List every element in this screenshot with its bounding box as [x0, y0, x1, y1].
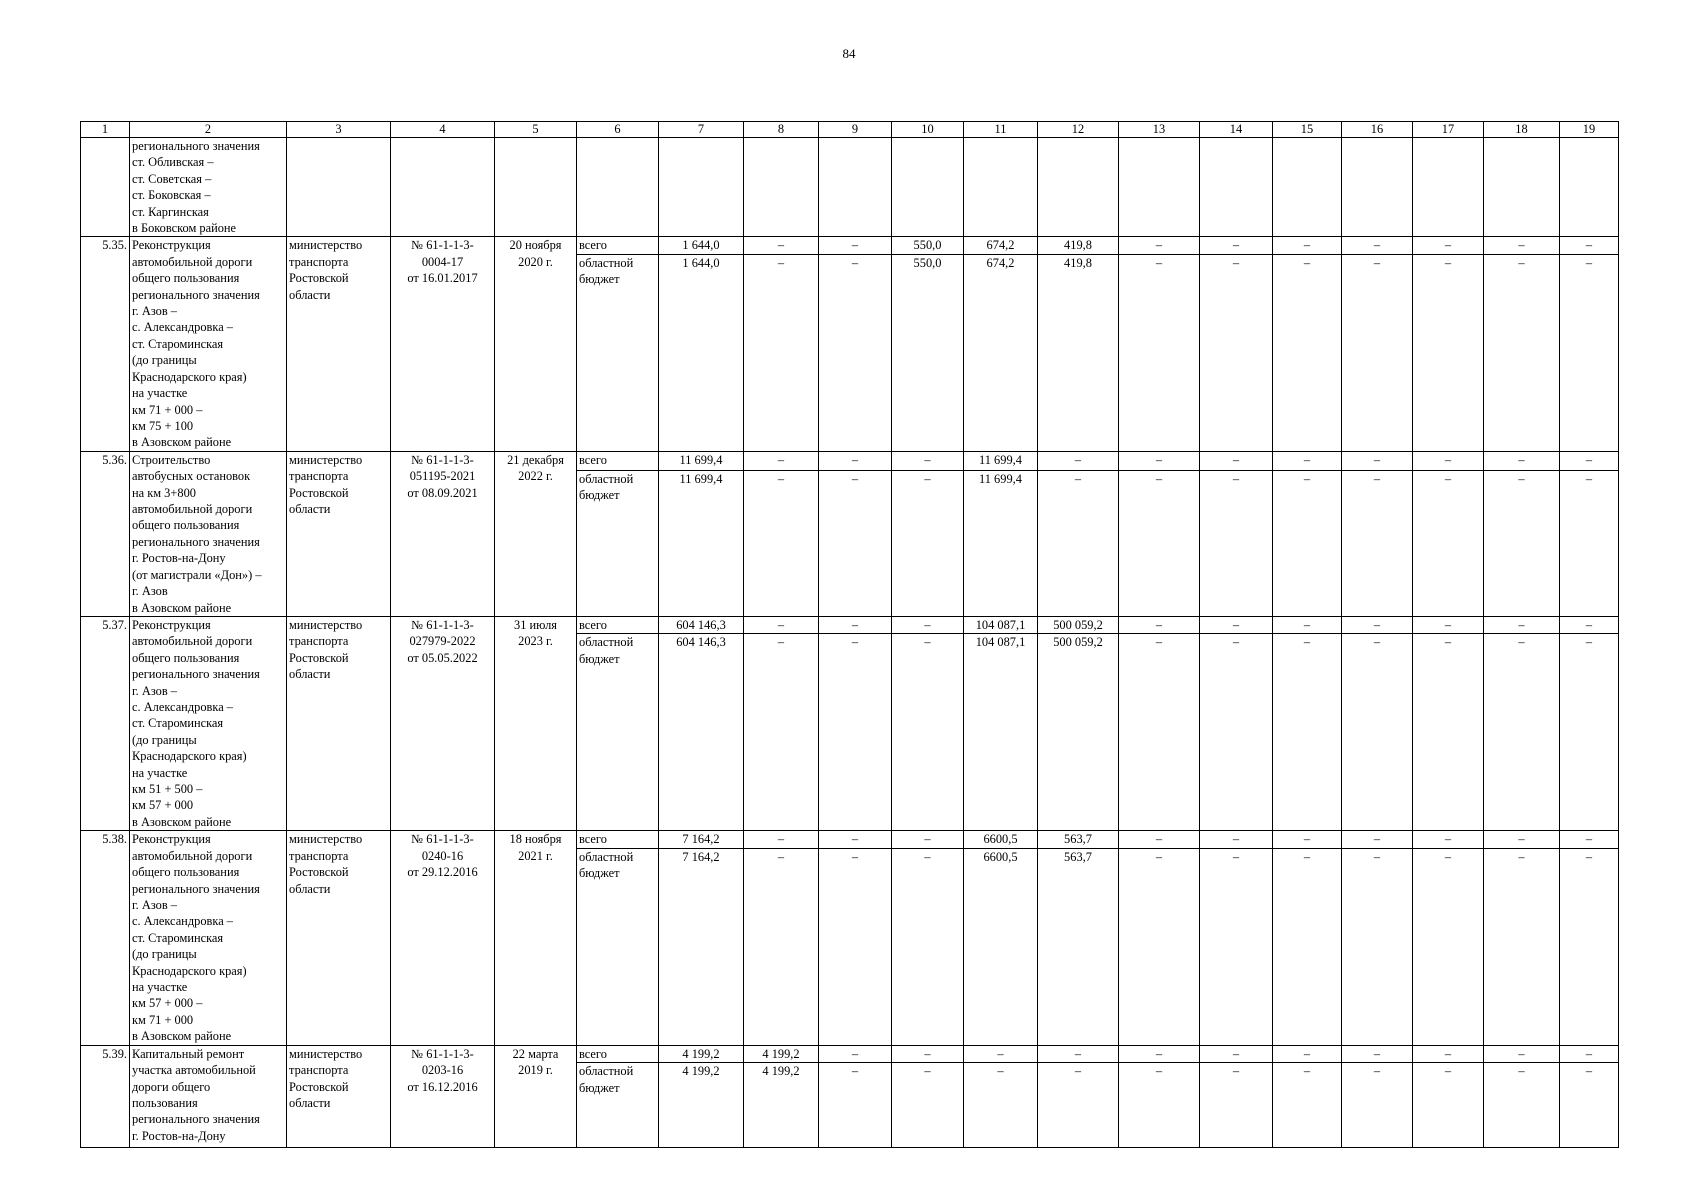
- value-cell: 4 199,2: [744, 1063, 819, 1148]
- value-cell: –: [1342, 634, 1413, 831]
- value-cell: –: [1413, 831, 1484, 848]
- empty-cell: [577, 138, 659, 237]
- value-cell: –: [819, 237, 892, 254]
- value-cell: –: [1342, 1063, 1413, 1148]
- value-cell: –: [1413, 451, 1484, 470]
- funding-source-cell: областной бюджет: [577, 254, 659, 451]
- object-name-cell: Реконструкция автомобильной дороги общего пользования регионального значения г. Азов – с. Александровка – ст. Староминская (до границы Краснодарского края) на участке км 71 + 000 – км 75 + 100 в Азовском районе: [130, 237, 287, 451]
- row-number-cell: 5.35.: [81, 237, 130, 451]
- value-cell: –: [1560, 1045, 1619, 1062]
- value-cell: –: [1119, 616, 1200, 633]
- row-number-cell: 5.39.: [81, 1045, 130, 1147]
- customer-cell: министерство транспорта Ростовской области: [287, 1045, 391, 1147]
- value-cell: –: [1413, 1063, 1484, 1148]
- continuation-row: [81, 138, 1619, 237]
- value-cell: –: [1119, 470, 1200, 616]
- value-cell: 7 164,2: [659, 848, 744, 1045]
- value-cell: –: [744, 634, 819, 831]
- value-cell: –: [1484, 831, 1560, 848]
- value-cell: –: [1560, 254, 1619, 451]
- table-row: [81, 616, 1619, 633]
- value-cell: –: [1273, 616, 1342, 633]
- value-cell: –: [1119, 237, 1200, 254]
- value-cell: –: [1484, 1063, 1560, 1148]
- document-cell: № 61-1-1-3- 051195-2021 от 08.09.2021: [391, 451, 495, 616]
- value-cell: –: [1119, 451, 1200, 470]
- value-cell: 4 199,2: [659, 1045, 744, 1062]
- value-cell: 563,7: [1038, 848, 1119, 1045]
- empty-cell: [892, 138, 964, 237]
- value-cell: –: [1560, 634, 1619, 831]
- value-cell: –: [1273, 848, 1342, 1045]
- column-number-cell: 14: [1200, 122, 1273, 138]
- value-cell: –: [1484, 634, 1560, 831]
- value-cell: –: [744, 848, 819, 1045]
- value-cell: 604 146,3: [659, 616, 744, 633]
- investment-table: [80, 121, 1619, 1148]
- value-cell: –: [892, 831, 964, 848]
- value-cell: –: [892, 616, 964, 633]
- value-cell: –: [1119, 831, 1200, 848]
- value-cell: –: [1119, 634, 1200, 831]
- value-cell: –: [744, 470, 819, 616]
- value-cell: –: [1560, 848, 1619, 1045]
- value-cell: –: [1560, 831, 1619, 848]
- value-cell: –: [1200, 848, 1273, 1045]
- table-row: [81, 237, 1619, 254]
- value-cell: –: [744, 451, 819, 470]
- funding-source-cell: всего: [577, 616, 659, 633]
- value-cell: 419,8: [1038, 254, 1119, 451]
- column-number-cell: 4: [391, 122, 495, 138]
- value-cell: –: [1119, 1063, 1200, 1148]
- funding-source-cell: областной бюджет: [577, 634, 659, 831]
- value-cell: –: [1560, 1063, 1619, 1148]
- column-number-cell: 17: [1413, 122, 1484, 138]
- funding-source-cell: всего: [577, 1045, 659, 1062]
- value-cell: –: [1200, 254, 1273, 451]
- value-cell: 104 087,1: [964, 616, 1038, 633]
- value-cell: –: [744, 616, 819, 633]
- document-cell: № 61-1-1-3- 0203-16 от 16.12.2016: [391, 1045, 495, 1147]
- value-cell: –: [1413, 470, 1484, 616]
- column-number-cell: 13: [1119, 122, 1200, 138]
- funding-source-cell: областной бюджет: [577, 1063, 659, 1148]
- table-row: [81, 1045, 1619, 1062]
- value-cell: 419,8: [1038, 237, 1119, 254]
- value-cell: –: [1119, 254, 1200, 451]
- empty-cell: [1200, 138, 1273, 237]
- object-name-cell: Реконструкция автомобильной дороги общего пользования регионального значения г. Азов – с. Александровка – ст. Староминская (до границы Краснодарского края) на участке км 51 + 500 – км 57 + 000 в Азовском районе: [130, 616, 287, 830]
- value-cell: –: [1200, 1063, 1273, 1148]
- empty-cell: [1560, 138, 1619, 237]
- value-cell: –: [1273, 1063, 1342, 1148]
- column-number-cell: 10: [892, 122, 964, 138]
- column-number-cell: 11: [964, 122, 1038, 138]
- value-cell: –: [1038, 470, 1119, 616]
- completion-date-cell: 22 марта 2019 г.: [495, 1045, 577, 1147]
- empty-cell: [287, 138, 391, 237]
- value-cell: –: [1200, 451, 1273, 470]
- value-cell: –: [1119, 848, 1200, 1045]
- value-cell: –: [892, 451, 964, 470]
- value-cell: –: [1484, 237, 1560, 254]
- value-cell: –: [1119, 1045, 1200, 1062]
- funding-source-cell: всего: [577, 237, 659, 254]
- value-cell: –: [1484, 848, 1560, 1045]
- value-cell: –: [892, 634, 964, 831]
- value-cell: –: [819, 254, 892, 451]
- value-cell: –: [819, 634, 892, 831]
- value-cell: –: [819, 1063, 892, 1148]
- empty-cell: [495, 138, 577, 237]
- value-cell: –: [1038, 1063, 1119, 1148]
- empty-cell: [744, 138, 819, 237]
- value-cell: 1 644,0: [659, 237, 744, 254]
- column-number-cell: 18: [1484, 122, 1560, 138]
- completion-date-cell: 31 июля 2023 г.: [495, 616, 577, 830]
- empty-cell: [1484, 138, 1560, 237]
- column-number-cell: 5: [495, 122, 577, 138]
- value-cell: 550,0: [892, 237, 964, 254]
- value-cell: –: [819, 470, 892, 616]
- value-cell: –: [819, 616, 892, 633]
- value-cell: –: [892, 1063, 964, 1148]
- completion-date-cell: 20 ноября 2020 г.: [495, 237, 577, 451]
- value-cell: –: [1413, 237, 1484, 254]
- value-cell: –: [1273, 451, 1342, 470]
- value-cell: –: [1200, 237, 1273, 254]
- value-cell: –: [1342, 616, 1413, 633]
- value-cell: 550,0: [892, 254, 964, 451]
- value-cell: –: [1413, 848, 1484, 1045]
- value-cell: 674,2: [964, 237, 1038, 254]
- value-cell: –: [1413, 634, 1484, 831]
- value-cell: 6600,5: [964, 831, 1038, 848]
- value-cell: –: [1273, 470, 1342, 616]
- value-cell: 4 199,2: [744, 1045, 819, 1062]
- empty-cell: [964, 138, 1038, 237]
- page-number: 84: [842, 46, 856, 61]
- value-cell: –: [1200, 634, 1273, 831]
- value-cell: –: [1560, 451, 1619, 470]
- column-number-cell: 3: [287, 122, 391, 138]
- row-number-cell: 5.36.: [81, 451, 130, 616]
- funding-source-cell: областной бюджет: [577, 848, 659, 1045]
- value-cell: 11 699,4: [964, 470, 1038, 616]
- value-cell: –: [1200, 831, 1273, 848]
- value-cell: –: [1342, 848, 1413, 1045]
- value-cell: –: [1273, 634, 1342, 831]
- value-cell: –: [1200, 470, 1273, 616]
- value-cell: 6600,5: [964, 848, 1038, 1045]
- object-name-cell: Капитальный ремонт участка автомобильной дороги общего пользования регионального значения г. Ростов-на-Дону: [130, 1045, 287, 1147]
- empty-cell: [391, 138, 495, 237]
- value-cell: 500 059,2: [1038, 616, 1119, 633]
- value-cell: 7 164,2: [659, 831, 744, 848]
- table-row: [81, 451, 1619, 470]
- value-cell: 104 087,1: [964, 634, 1038, 831]
- value-cell: –: [964, 1045, 1038, 1062]
- funding-source-cell: всего: [577, 451, 659, 470]
- empty-cell: [1342, 138, 1413, 237]
- value-cell: –: [1273, 1045, 1342, 1062]
- value-cell: –: [1560, 616, 1619, 633]
- value-cell: 674,2: [964, 254, 1038, 451]
- document-cell: № 61-1-1-3- 0004-17 от 16.01.2017: [391, 237, 495, 451]
- value-cell: –: [1560, 237, 1619, 254]
- value-cell: –: [1342, 237, 1413, 254]
- column-number-cell: 16: [1342, 122, 1413, 138]
- object-name-cell: регионального значения ст. Обливская – ст. Советская – ст. Боковская – ст. Каргинская в Боковском районе: [130, 138, 287, 237]
- column-number-cell: 8: [744, 122, 819, 138]
- value-cell: –: [964, 1063, 1038, 1148]
- column-number-cell: 15: [1273, 122, 1342, 138]
- column-number-cell: 9: [819, 122, 892, 138]
- empty-cell: [659, 138, 744, 237]
- value-cell: –: [744, 254, 819, 451]
- value-cell: –: [1342, 451, 1413, 470]
- value-cell: –: [819, 831, 892, 848]
- row-number-cell: 5.37.: [81, 616, 130, 830]
- value-cell: –: [1484, 451, 1560, 470]
- value-cell: –: [1342, 1045, 1413, 1062]
- column-number-cell: 12: [1038, 122, 1119, 138]
- row-number-cell: [81, 138, 130, 237]
- value-cell: 11 699,4: [964, 451, 1038, 470]
- value-cell: –: [892, 1045, 964, 1062]
- funding-source-cell: областной бюджет: [577, 470, 659, 616]
- value-cell: –: [819, 848, 892, 1045]
- value-cell: 500 059,2: [1038, 634, 1119, 831]
- row-number-cell: 5.38.: [81, 831, 130, 1045]
- column-number-cell: 7: [659, 122, 744, 138]
- value-cell: –: [1484, 616, 1560, 633]
- customer-cell: министерство транспорта Ростовской области: [287, 451, 391, 616]
- value-cell: 563,7: [1038, 831, 1119, 848]
- column-number-cell: 19: [1560, 122, 1619, 138]
- value-cell: –: [1413, 616, 1484, 633]
- value-cell: –: [892, 848, 964, 1045]
- value-cell: –: [1342, 254, 1413, 451]
- value-cell: 4 199,2: [659, 1063, 744, 1148]
- value-cell: –: [1560, 470, 1619, 616]
- value-cell: –: [819, 1045, 892, 1062]
- value-cell: –: [1413, 254, 1484, 451]
- value-cell: –: [1038, 1045, 1119, 1062]
- value-cell: –: [1038, 451, 1119, 470]
- value-cell: –: [1484, 1045, 1560, 1062]
- empty-cell: [1119, 138, 1200, 237]
- customer-cell: министерство транспорта Ростовской области: [287, 237, 391, 451]
- column-number-cell: 2: [130, 122, 287, 138]
- object-name-cell: Строительство автобусных остановок на км 3+800 автомобильной дороги общего пользования регионального значения г. Ростов-на-Дону (от магистрали «Дон») – г. Азов в Азовском районе: [130, 451, 287, 616]
- document-cell: № 61-1-1-3- 027979-2022 от 05.05.2022: [391, 616, 495, 830]
- empty-cell: [1273, 138, 1342, 237]
- document-cell: № 61-1-1-3- 0240-16 от 29.12.2016: [391, 831, 495, 1045]
- value-cell: 11 699,4: [659, 451, 744, 470]
- value-cell: –: [1273, 831, 1342, 848]
- value-cell: –: [819, 451, 892, 470]
- column-number-row: [81, 122, 1619, 138]
- value-cell: 604 146,3: [659, 634, 744, 831]
- value-cell: –: [1273, 237, 1342, 254]
- customer-cell: министерство транспорта Ростовской области: [287, 616, 391, 830]
- empty-cell: [819, 138, 892, 237]
- column-number-cell: 1: [81, 122, 130, 138]
- value-cell: –: [1342, 470, 1413, 616]
- value-cell: –: [892, 470, 964, 616]
- completion-date-cell: 18 ноября 2021 г.: [495, 831, 577, 1045]
- value-cell: –: [744, 831, 819, 848]
- column-number-cell: 6: [577, 122, 659, 138]
- customer-cell: министерство транспорта Ростовской области: [287, 831, 391, 1045]
- empty-cell: [1413, 138, 1484, 237]
- value-cell: –: [1484, 254, 1560, 451]
- object-name-cell: Реконструкция автомобильной дороги общего пользования регионального значения г. Азов – с. Александровка – ст. Староминская (до границы Краснодарского края) на участке км 57 + 000 – км 71 + 000 в Азовском районе: [130, 831, 287, 1045]
- empty-cell: [1038, 138, 1119, 237]
- completion-date-cell: 21 декабря 2022 г.: [495, 451, 577, 616]
- value-cell: –: [1413, 1045, 1484, 1062]
- value-cell: –: [1200, 1045, 1273, 1062]
- value-cell: –: [744, 237, 819, 254]
- funding-source-cell: всего: [577, 831, 659, 848]
- value-cell: –: [1342, 831, 1413, 848]
- value-cell: –: [1484, 470, 1560, 616]
- value-cell: 11 699,4: [659, 470, 744, 616]
- value-cell: 1 644,0: [659, 254, 744, 451]
- table-row: [81, 831, 1619, 848]
- value-cell: –: [1273, 254, 1342, 451]
- value-cell: –: [1200, 616, 1273, 633]
